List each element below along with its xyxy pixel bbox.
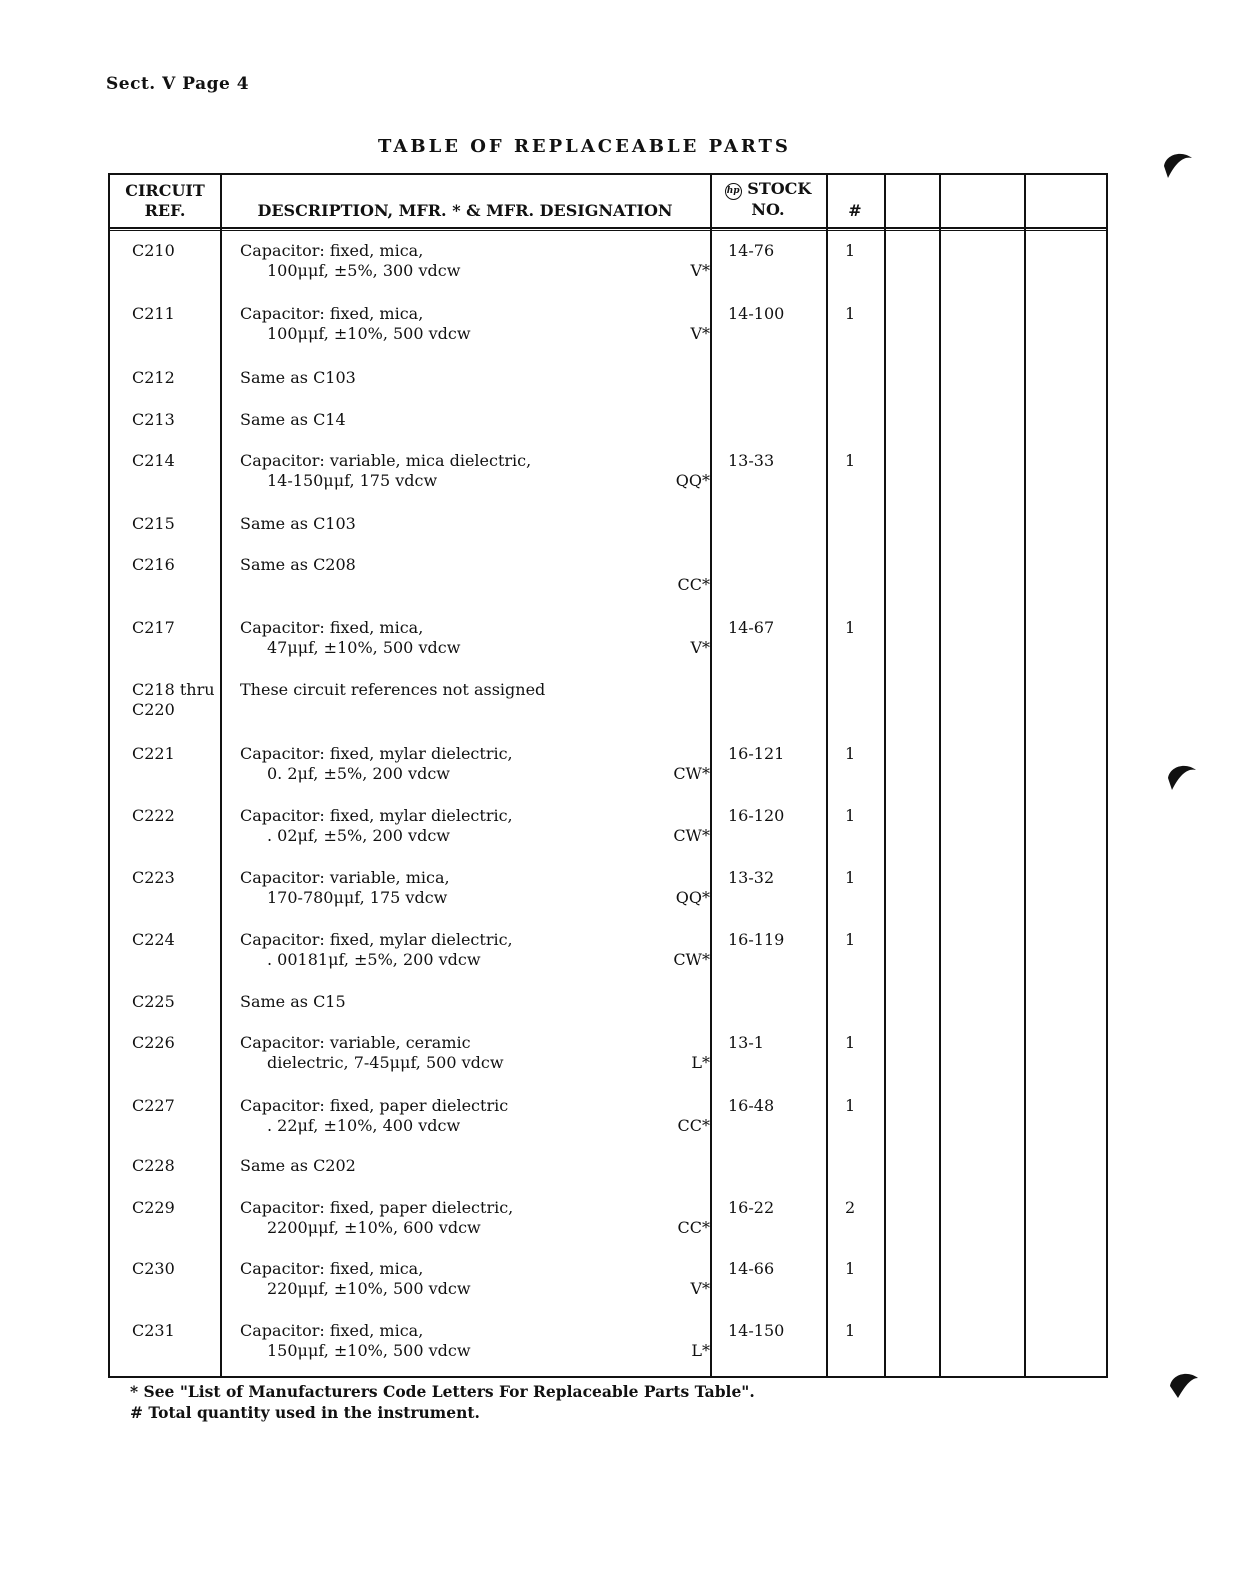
circuit-ref: C230 bbox=[132, 1259, 175, 1278]
table-row bbox=[110, 555, 1110, 595]
description-line-1: Same as C103 bbox=[240, 368, 356, 387]
quantity: 2 bbox=[845, 1198, 856, 1217]
circuit-ref: C211 bbox=[132, 304, 175, 323]
stock-number: 13-1 bbox=[728, 1033, 764, 1052]
table-row bbox=[110, 1033, 1110, 1073]
description-line-1: Same as C15 bbox=[240, 992, 346, 1011]
description-line-1: Capacitor: fixed, mica, bbox=[240, 304, 424, 323]
circuit-ref: C214 bbox=[132, 451, 175, 470]
binder-hole-icon bbox=[1162, 148, 1194, 180]
binder-hole-icon bbox=[1166, 760, 1198, 792]
table-row bbox=[110, 410, 1110, 450]
manufacturer-code: QQ* bbox=[675, 888, 710, 907]
stock-number: 16-48 bbox=[728, 1096, 775, 1115]
column-header-description: DESCRIPTION, MFR. * & MFR. DESIGNATION bbox=[257, 201, 673, 220]
description-line-1: Capacitor: fixed, paper dielectric, bbox=[240, 1198, 514, 1217]
header-rule bbox=[110, 227, 1106, 229]
page-header: Sect. V Page 4 bbox=[106, 74, 250, 94]
description-line-2: 100μμf, ±10%, 500 vdcw bbox=[267, 324, 471, 343]
description-line-1: Capacitor: fixed, mica, bbox=[240, 1321, 424, 1340]
description-line-1: Capacitor: fixed, mylar dielectric, bbox=[240, 744, 513, 763]
quantity: 1 bbox=[845, 1096, 856, 1115]
description-line-1: Same as C103 bbox=[240, 514, 356, 533]
description-line-1: Same as C14 bbox=[240, 410, 346, 429]
quantity: 1 bbox=[845, 744, 856, 763]
description-line-1: Capacitor: variable, ceramic bbox=[240, 1033, 471, 1052]
circuit-ref: C221 bbox=[132, 744, 175, 763]
manufacturer-code: CW* bbox=[673, 950, 710, 969]
stock-number: 14-100 bbox=[728, 304, 785, 323]
quantity: 1 bbox=[845, 618, 856, 637]
manufacturer-code: CC* bbox=[677, 575, 710, 594]
circuit-ref: C228 bbox=[132, 1156, 175, 1175]
description-line-1: Same as C208 bbox=[240, 555, 356, 574]
quantity: 1 bbox=[845, 1259, 856, 1278]
table-row bbox=[110, 368, 1110, 408]
header-rule bbox=[110, 230, 1106, 231]
manufacturer-code: L* bbox=[691, 1053, 710, 1072]
circuit-ref: C213 bbox=[132, 410, 175, 429]
description-line-1: These circuit references not assigned bbox=[240, 680, 546, 699]
page-title: TABLE OF REPLACEABLE PARTS bbox=[378, 136, 791, 157]
table-row bbox=[110, 514, 1110, 554]
circuit-ref: C229 bbox=[132, 1198, 175, 1217]
circuit-ref: C226 bbox=[132, 1033, 175, 1052]
manufacturer-code: V* bbox=[690, 1279, 710, 1298]
description-line-2: 220μμf, ±10%, 500 vdcw bbox=[267, 1279, 471, 1298]
description-line-1: Capacitor: fixed, paper dielectric bbox=[240, 1096, 509, 1115]
description-line-2: dielectric, 7-45μμf, 500 vdcw bbox=[267, 1053, 504, 1072]
description-line-1: Capacitor: fixed, mica, bbox=[240, 618, 424, 637]
table-row bbox=[110, 1259, 1110, 1299]
description-line-1: Capacitor: fixed, mylar dielectric, bbox=[240, 806, 513, 825]
quantity: 1 bbox=[845, 1321, 856, 1340]
table-row bbox=[110, 1156, 1110, 1196]
description-line-2: 2200μμf, ±10%, 600 vdcw bbox=[267, 1218, 481, 1237]
quantity: 1 bbox=[845, 451, 856, 470]
description-line-1: Capacitor: variable, mica, bbox=[240, 868, 450, 887]
circuit-ref: C212 bbox=[132, 368, 175, 387]
manufacturer-code: CC* bbox=[677, 1116, 710, 1135]
description-line-2: 47μμf, ±10%, 500 vdcw bbox=[267, 638, 461, 657]
stock-number: 14-150 bbox=[728, 1321, 785, 1340]
table-row bbox=[110, 1198, 1110, 1238]
footnote-manufacturer-codes: * See "List of Manufacturers Code Letters For Replaceable Parts Table". bbox=[130, 1382, 755, 1401]
circuit-ref: C225 bbox=[132, 992, 175, 1011]
description-line-2: 170-780μμf, 175 vdcw bbox=[267, 888, 448, 907]
circuit-ref: C217 bbox=[132, 618, 175, 637]
binder-hole-icon bbox=[1168, 1368, 1200, 1400]
stock-number: 13-32 bbox=[728, 868, 775, 887]
stock-number: 14-76 bbox=[728, 241, 775, 260]
stock-number: 13-33 bbox=[728, 451, 775, 470]
description-line-1: Capacitor: fixed, mica, bbox=[240, 1259, 424, 1278]
description-line-1: Capacitor: fixed, mylar dielectric, bbox=[240, 930, 513, 949]
stock-number: 16-119 bbox=[728, 930, 785, 949]
stock-number: 16-22 bbox=[728, 1198, 775, 1217]
description-line-2: . 00181μf, ±5%, 200 vdcw bbox=[267, 950, 481, 969]
stock-number: 16-120 bbox=[728, 806, 785, 825]
description-line-2: . 02μf, ±5%, 200 vdcw bbox=[267, 826, 450, 845]
circuit-ref: C227 bbox=[132, 1096, 175, 1115]
table-row bbox=[110, 992, 1110, 1032]
footnotes bbox=[130, 1381, 755, 1423]
column-header-quantity: # bbox=[848, 201, 862, 220]
stock-number: 16-121 bbox=[728, 744, 785, 763]
table-row bbox=[110, 868, 1110, 908]
circuit-ref: C218 thru bbox=[132, 680, 215, 699]
circuit-ref: C231 bbox=[132, 1321, 175, 1340]
quantity: 1 bbox=[845, 1033, 856, 1052]
description-line-2: . 22μf, ±10%, 400 vdcw bbox=[267, 1116, 461, 1135]
circuit-ref-continued: C220 bbox=[132, 700, 175, 719]
table-row bbox=[110, 744, 1110, 784]
manufacturer-code: QQ* bbox=[675, 471, 710, 490]
table-row bbox=[110, 680, 1110, 720]
table-row bbox=[110, 930, 1110, 970]
manufacturer-code: V* bbox=[690, 261, 710, 280]
circuit-ref: C216 bbox=[132, 555, 175, 574]
parts-table bbox=[108, 173, 1108, 1378]
stock-number: 14-67 bbox=[728, 618, 775, 637]
description-line-2: 100μμf, ±5%, 300 vdcw bbox=[267, 261, 461, 280]
hp-logo-icon: hp bbox=[725, 183, 742, 200]
column-header-circuit-ref: CIRCUIT REF. bbox=[125, 181, 205, 220]
quantity: 1 bbox=[845, 241, 856, 260]
column-header-stock-no: hp STOCK NO. bbox=[710, 179, 826, 220]
table-row bbox=[110, 806, 1110, 846]
description-line-2: 150μμf, ±10%, 500 vdcw bbox=[267, 1341, 471, 1360]
manufacturer-code: V* bbox=[690, 324, 710, 343]
quantity: 1 bbox=[845, 868, 856, 887]
quantity: 1 bbox=[845, 930, 856, 949]
description-line-1: Capacitor: variable, mica dielectric, bbox=[240, 451, 532, 470]
circuit-ref: C222 bbox=[132, 806, 175, 825]
table-row bbox=[110, 451, 1110, 491]
table-row bbox=[110, 618, 1110, 658]
circuit-ref: C210 bbox=[132, 241, 175, 260]
description-line-1: Capacitor: fixed, mica, bbox=[240, 241, 424, 260]
table-row bbox=[110, 304, 1110, 344]
circuit-ref: C224 bbox=[132, 930, 175, 949]
table-row bbox=[110, 241, 1110, 281]
table-row bbox=[110, 1321, 1110, 1361]
circuit-ref: C215 bbox=[132, 514, 175, 533]
manufacturer-code: CW* bbox=[673, 826, 710, 845]
table-row bbox=[110, 1096, 1110, 1136]
manufacturer-code: CC* bbox=[677, 1218, 710, 1237]
manufacturer-code: V* bbox=[690, 638, 710, 657]
footnote-total-quantity: # Total quantity used in the instrument. bbox=[130, 1403, 480, 1422]
circuit-ref: C223 bbox=[132, 868, 175, 887]
stock-number: 14-66 bbox=[728, 1259, 775, 1278]
description-line-1: Same as C202 bbox=[240, 1156, 356, 1175]
description-line-2: 0. 2μf, ±5%, 200 vdcw bbox=[267, 764, 450, 783]
manufacturer-code: L* bbox=[691, 1341, 710, 1360]
description-line-2: 14-150μμf, 175 vdcw bbox=[267, 471, 438, 490]
manufacturer-code: CW* bbox=[673, 764, 710, 783]
quantity: 1 bbox=[845, 806, 856, 825]
quantity: 1 bbox=[845, 304, 856, 323]
